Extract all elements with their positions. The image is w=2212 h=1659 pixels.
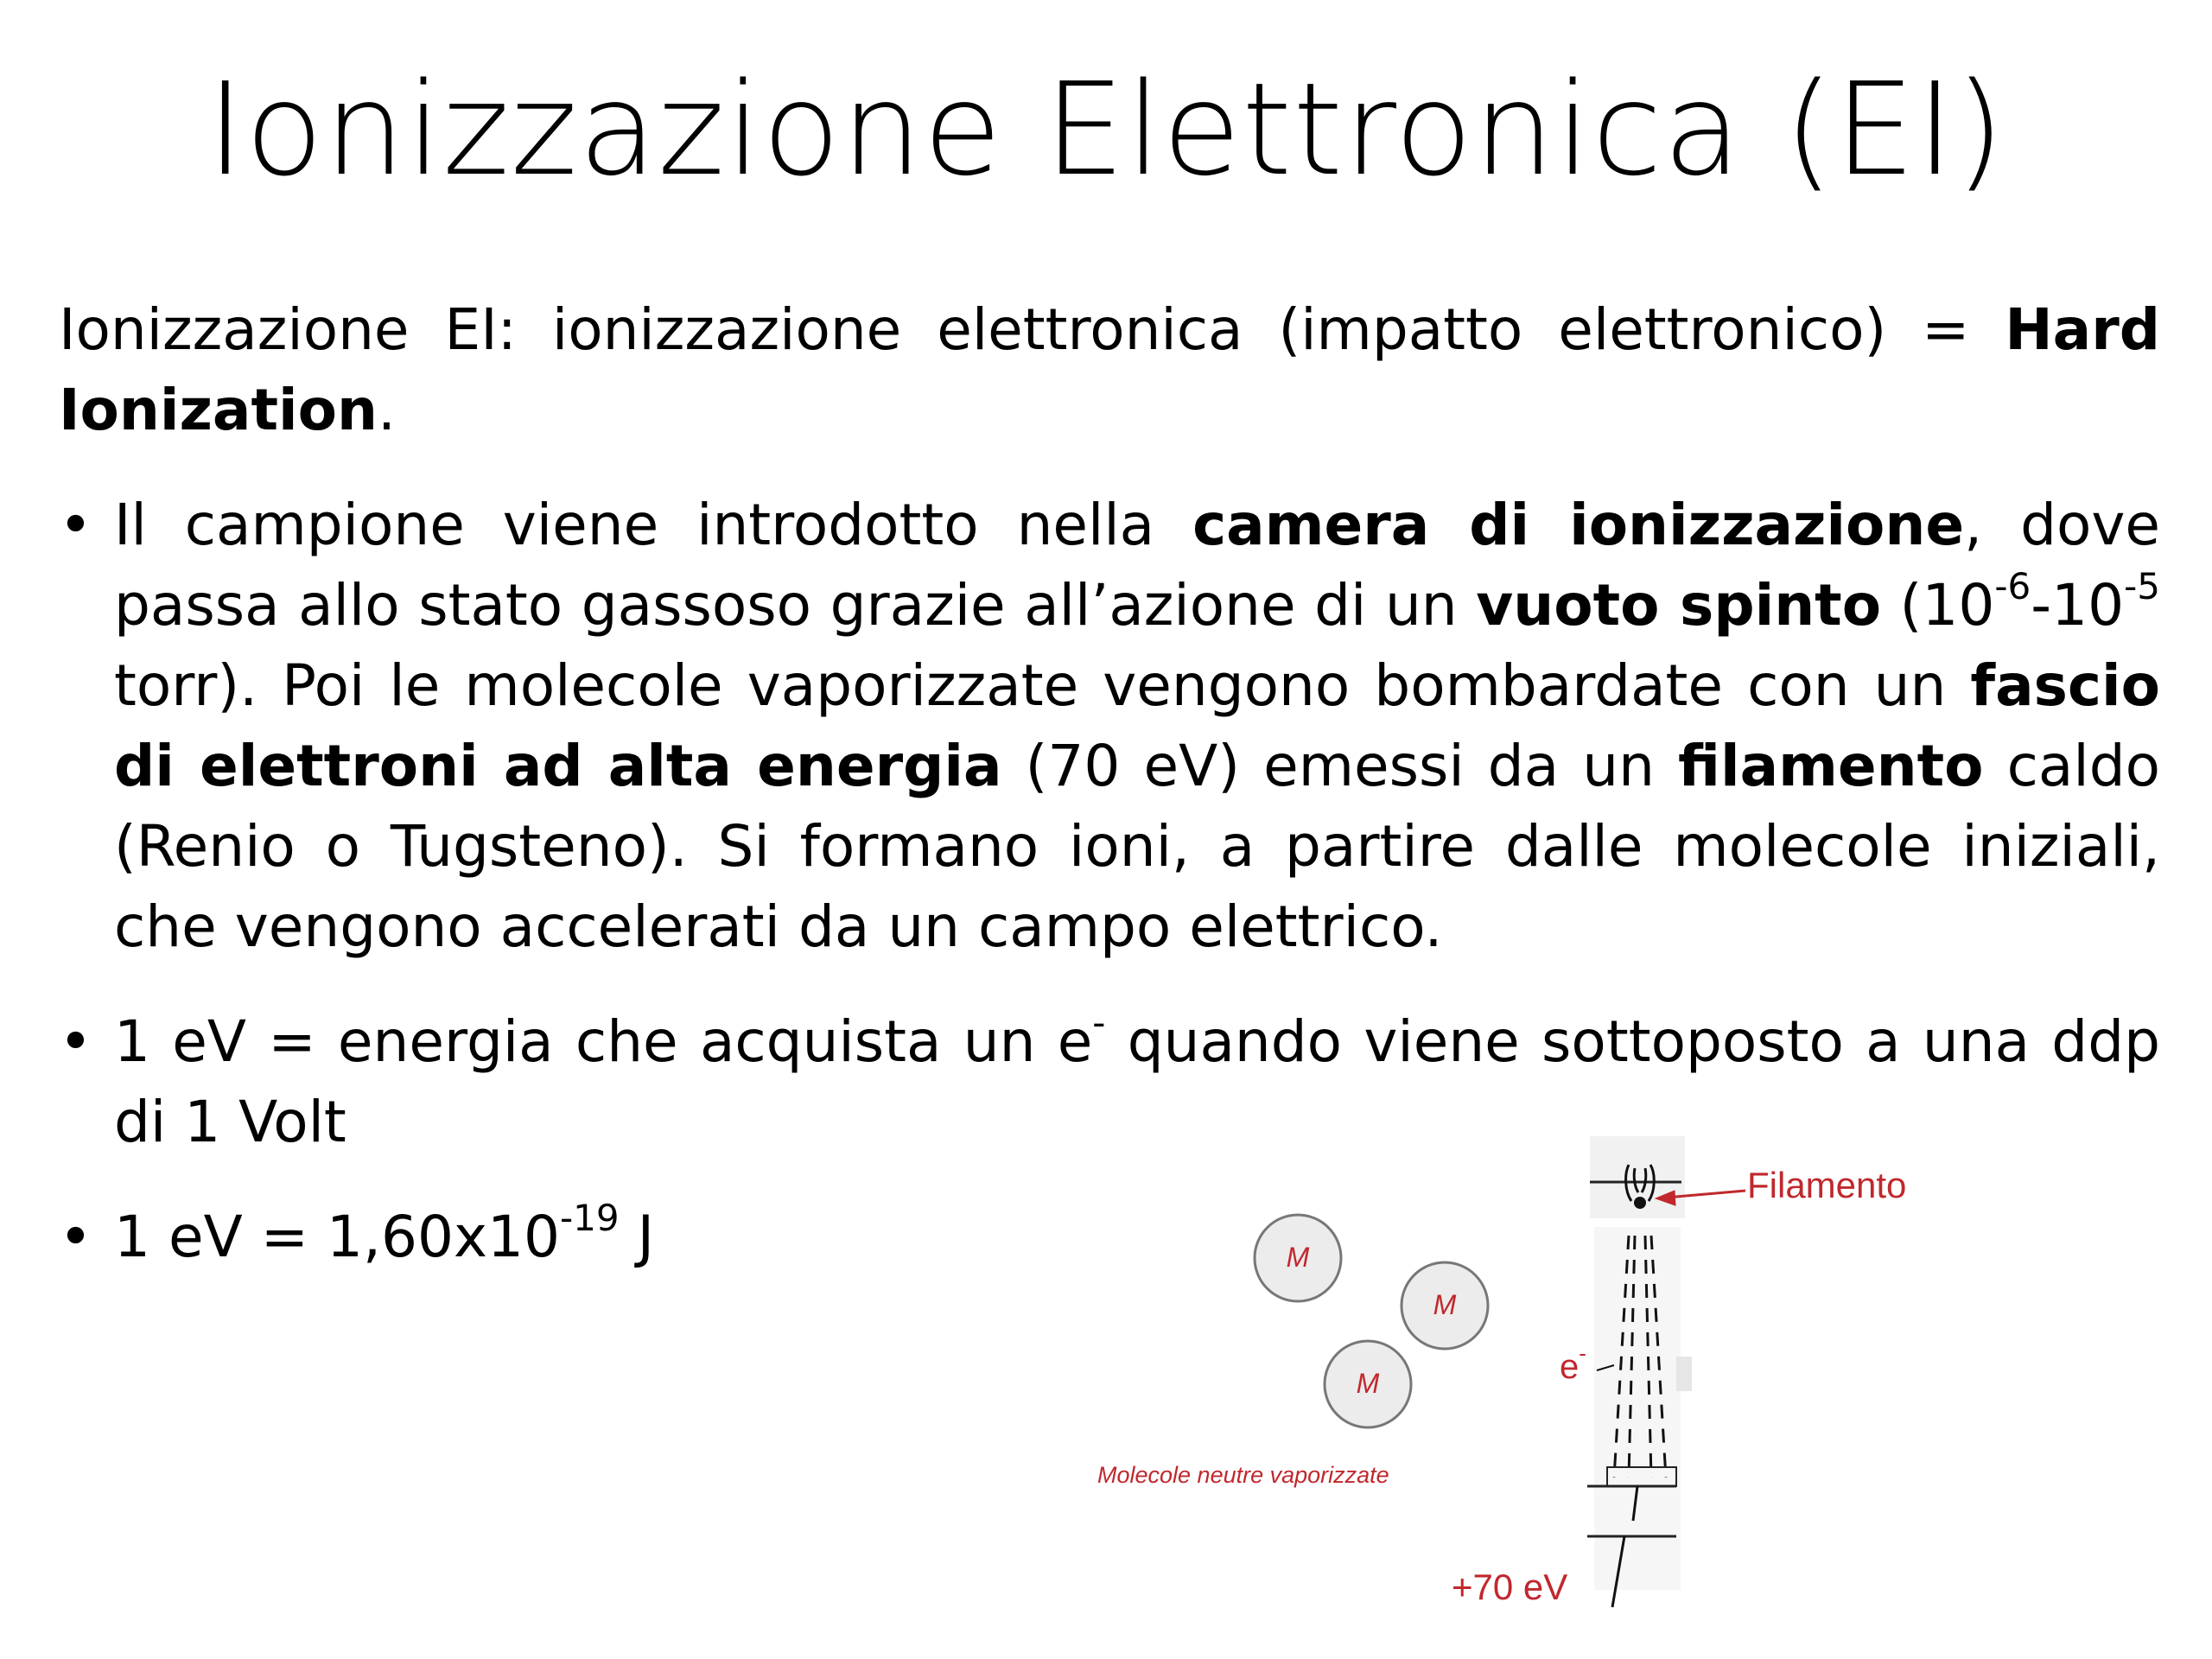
text: , dove passa allo stato gassoso grazie all’azione di un [114,492,2161,639]
filament-arrow [1656,1191,1745,1205]
side-tab [1676,1357,1692,1391]
bullet-icon: • [59,492,92,558]
intro-paragraph [59,289,2160,450]
bold-term: vuoto spinto [1476,572,1882,639]
bold-term: camera di ionizzazione [1192,492,1965,558]
molecule-label: M [1286,1242,1310,1273]
text: torr). Poi le molecole vaporizzate vengono bombardate con un [114,652,1971,719]
ionization-diagram [1071,1123,2005,1624]
electron-label [1560,1340,1586,1387]
molecules-caption: Molecole neutre vaporizzate [1097,1462,1389,1488]
superscript: - [1092,1001,1106,1044]
intro-text: Ionizzazione EI: ionizzazione elettronica (impatto elettronico) = [59,296,2005,363]
voltage-label: +70 eV [1452,1567,1568,1607]
text: quando viene sottoposto a una ddp di 1 Volt [114,1008,2160,1155]
text: (70 eV) emessi da un [1001,733,1679,799]
bullet-item-ev-joule [59,1197,805,1277]
molecule-label: M [1356,1368,1380,1399]
intro-end: . [377,377,396,443]
text: -10 [2031,572,2125,639]
superscript: -19 [559,1197,620,1239]
text: 1 eV = energia che acquista un e [114,1008,1093,1075]
text: 1 eV = 1,60x10 [114,1204,560,1270]
molecule-label: M [1433,1289,1457,1320]
text: (10 [1881,572,1995,639]
superscript: -6 [1994,565,2031,607]
bold-term: fascio di elettroni ad alta energia [114,652,2160,799]
filament-tip [1634,1197,1646,1209]
bold-term: filamento [1678,733,1984,799]
electron-label-text: e [1560,1348,1580,1386]
text: J [619,1204,655,1270]
electron-label-sup: - [1579,1340,1586,1366]
bullet-item-ionization-chamber [59,485,2160,967]
text: Il campione viene introdotto nella [114,492,1193,558]
slide-title: Ionizzazione Elettronica (EI) [207,55,2005,204]
text: caldo (Renio o Tugsteno). Si formano ioni, a partire dalle molecole iniziali, che vengono accelerati da un campo elettrico. [114,733,2160,960]
superscript: -5 [2124,565,2160,607]
bullet-icon: • [59,1204,92,1270]
bullet-icon: • [59,1008,92,1075]
intro-bold-term: Hard Ionization [59,296,2160,443]
filament-label: Filamento [1747,1165,1907,1205]
